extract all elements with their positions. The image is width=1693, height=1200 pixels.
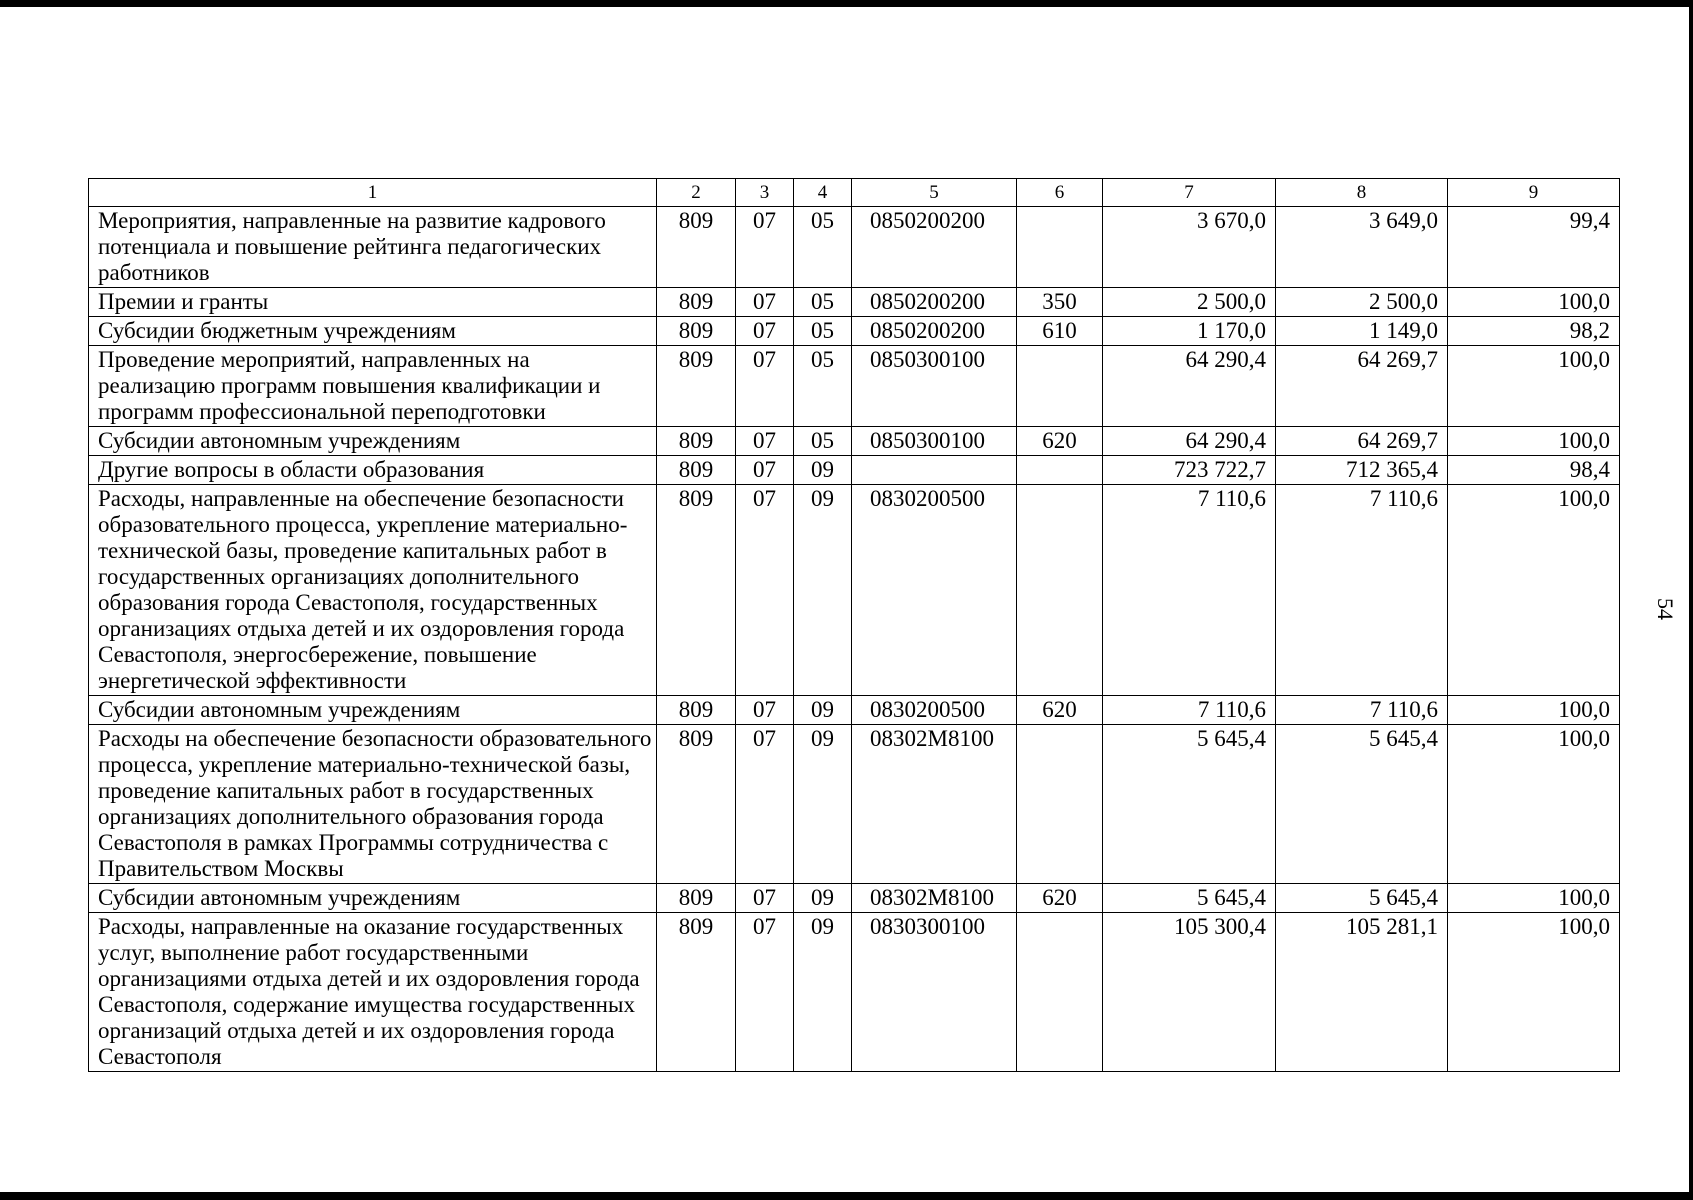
- expense-name-cell: Расходы на обеспечение безопасности образовательного процесса, укрепление материально-технической базы, проведение капитальных работ в государственных организациях дополнительного образования города Севастополя в рамках Программы сотрудничества с Правительством Москвы: [89, 725, 657, 884]
- approved-amount-cell: 1 170,0: [1103, 317, 1276, 346]
- approved-amount-cell: 64 290,4: [1103, 346, 1276, 427]
- column-header: 4: [794, 179, 852, 207]
- subsection-code-cell: 09: [794, 485, 852, 696]
- executed-amount-cell: 64 269,7: [1276, 427, 1448, 456]
- expense-type-code-cell: [1017, 207, 1103, 288]
- scan-border-right: [1689, 0, 1693, 1200]
- target-article-code-cell: 0830200500: [852, 696, 1017, 725]
- approved-amount-cell: 3 670,0: [1103, 207, 1276, 288]
- executed-amount-cell: 712 365,4: [1276, 456, 1448, 485]
- subsection-code-cell: 05: [794, 427, 852, 456]
- executed-amount-cell: 105 281,1: [1276, 913, 1448, 1072]
- subsection-code-cell: 05: [794, 288, 852, 317]
- section-code-cell: 07: [736, 485, 794, 696]
- scan-border-top: [0, 0, 1693, 7]
- execution-percent-cell: 100,0: [1448, 346, 1620, 427]
- execution-percent-cell: 100,0: [1448, 485, 1620, 696]
- ministry-code-cell: 809: [657, 485, 736, 696]
- ministry-code-cell: 809: [657, 913, 736, 1072]
- expense-type-code-cell: 610: [1017, 317, 1103, 346]
- execution-percent-cell: 99,4: [1448, 207, 1620, 288]
- execution-percent-cell: 98,4: [1448, 456, 1620, 485]
- expense-name-cell: Субсидии автономным учреждениям: [89, 884, 657, 913]
- target-article-code-cell: 08302М8100: [852, 725, 1017, 884]
- target-article-code-cell: 0850300100: [852, 427, 1017, 456]
- target-article-code-cell: 0850200200: [852, 317, 1017, 346]
- ministry-code-cell: 809: [657, 456, 736, 485]
- ministry-code-cell: 809: [657, 427, 736, 456]
- approved-amount-cell: 5 645,4: [1103, 725, 1276, 884]
- approved-amount-cell: 105 300,4: [1103, 913, 1276, 1072]
- expense-name-cell: Субсидии бюджетным учреждениям: [89, 317, 657, 346]
- subsection-code-cell: 09: [794, 884, 852, 913]
- execution-percent-cell: 100,0: [1448, 884, 1620, 913]
- table-row: [89, 485, 1620, 696]
- approved-amount-cell: 7 110,6: [1103, 485, 1276, 696]
- subsection-code-cell: 05: [794, 207, 852, 288]
- section-code-cell: 07: [736, 884, 794, 913]
- executed-amount-cell: 1 149,0: [1276, 317, 1448, 346]
- subsection-code-cell: 09: [794, 725, 852, 884]
- section-code-cell: 07: [736, 913, 794, 1072]
- subsection-code-cell: 09: [794, 913, 852, 1072]
- executed-amount-cell: 7 110,6: [1276, 485, 1448, 696]
- target-article-code-cell: 0850300100: [852, 346, 1017, 427]
- section-code-cell: 07: [736, 725, 794, 884]
- expense-name-cell: Расходы, направленные на оказание государственных услуг, выполнение работ государственными организациями отдыха детей и их оздоровления города Севастополя, содержание имущества государственных организаций отдыха детей и их оздоровления города Севастополя: [89, 913, 657, 1072]
- ministry-code-cell: 809: [657, 884, 736, 913]
- ministry-code-cell: 809: [657, 346, 736, 427]
- expense-name-cell: Премии и гранты: [89, 288, 657, 317]
- column-header: 1: [89, 179, 657, 207]
- table-row: [89, 725, 1620, 884]
- execution-percent-cell: 100,0: [1448, 913, 1620, 1072]
- executed-amount-cell: 3 649,0: [1276, 207, 1448, 288]
- ministry-code-cell: 809: [657, 725, 736, 884]
- column-header: 3: [736, 179, 794, 207]
- executed-amount-cell: 5 645,4: [1276, 884, 1448, 913]
- target-article-code-cell: 0830300100: [852, 913, 1017, 1072]
- expense-type-code-cell: [1017, 346, 1103, 427]
- section-code-cell: 07: [736, 207, 794, 288]
- expense-name-cell: Расходы, направленные на обеспечение безопасности образовательного процесса, укрепление материально-технической базы, проведение капитальных работ в государственных организациях дополнительного образования города Севастополя, государственных организациях отдыха детей и их оздоровления города Севастополя, энергосбережение, повышение энергетической эффективности: [89, 485, 657, 696]
- target-article-code-cell: 0830200500: [852, 485, 1017, 696]
- table-row: [89, 456, 1620, 485]
- section-code-cell: 07: [736, 427, 794, 456]
- expense-name-cell: Субсидии автономным учреждениям: [89, 427, 657, 456]
- approved-amount-cell: 723 722,7: [1103, 456, 1276, 485]
- subsection-code-cell: 09: [794, 456, 852, 485]
- table-row: [89, 288, 1620, 317]
- scan-border-bottom: [0, 1192, 1693, 1200]
- section-code-cell: 07: [736, 696, 794, 725]
- target-article-code-cell: [852, 456, 1017, 485]
- table-row: [89, 696, 1620, 725]
- approved-amount-cell: 7 110,6: [1103, 696, 1276, 725]
- execution-percent-cell: 100,0: [1448, 725, 1620, 884]
- column-header: 7: [1103, 179, 1276, 207]
- budget-execution-table: [88, 178, 1620, 1072]
- table-row: [89, 884, 1620, 913]
- expense-name-cell: Субсидии автономным учреждениям: [89, 696, 657, 725]
- executed-amount-cell: 5 645,4: [1276, 725, 1448, 884]
- section-code-cell: 07: [736, 317, 794, 346]
- expense-type-code-cell: 350: [1017, 288, 1103, 317]
- table-row: [89, 427, 1620, 456]
- table-header-row: [89, 179, 1620, 207]
- executed-amount-cell: 64 269,7: [1276, 346, 1448, 427]
- approved-amount-cell: 5 645,4: [1103, 884, 1276, 913]
- page-number: 54: [1653, 598, 1678, 620]
- column-header: 9: [1448, 179, 1620, 207]
- subsection-code-cell: 05: [794, 317, 852, 346]
- table-row: [89, 207, 1620, 288]
- expense-name-cell: Проведение мероприятий, направленных на реализацию программ повышения квалификации и программ профессиональной переподготовки: [89, 346, 657, 427]
- target-article-code-cell: 0850200200: [852, 207, 1017, 288]
- execution-percent-cell: 98,2: [1448, 317, 1620, 346]
- expense-type-code-cell: [1017, 725, 1103, 884]
- subsection-code-cell: 09: [794, 696, 852, 725]
- execution-percent-cell: 100,0: [1448, 427, 1620, 456]
- target-article-code-cell: 08302М8100: [852, 884, 1017, 913]
- expense-name-cell: Мероприятия, направленные на развитие кадрового потенциала и повышение рейтинга педагогических работников: [89, 207, 657, 288]
- expense-name-cell: Другие вопросы в области образования: [89, 456, 657, 485]
- column-header: 2: [657, 179, 736, 207]
- execution-percent-cell: 100,0: [1448, 288, 1620, 317]
- section-code-cell: 07: [736, 456, 794, 485]
- column-header: 8: [1276, 179, 1448, 207]
- ministry-code-cell: 809: [657, 317, 736, 346]
- executed-amount-cell: 2 500,0: [1276, 288, 1448, 317]
- ministry-code-cell: 809: [657, 696, 736, 725]
- expense-type-code-cell: [1017, 913, 1103, 1072]
- expense-type-code-cell: 620: [1017, 696, 1103, 725]
- target-article-code-cell: 0850200200: [852, 288, 1017, 317]
- approved-amount-cell: 2 500,0: [1103, 288, 1276, 317]
- approved-amount-cell: 64 290,4: [1103, 427, 1276, 456]
- column-header: 5: [852, 179, 1017, 207]
- section-code-cell: 07: [736, 346, 794, 427]
- section-code-cell: 07: [736, 288, 794, 317]
- expense-type-code-cell: 620: [1017, 884, 1103, 913]
- expense-type-code-cell: [1017, 456, 1103, 485]
- execution-percent-cell: 100,0: [1448, 696, 1620, 725]
- expense-type-code-cell: [1017, 485, 1103, 696]
- expense-type-code-cell: 620: [1017, 427, 1103, 456]
- table-row: [89, 913, 1620, 1072]
- executed-amount-cell: 7 110,6: [1276, 696, 1448, 725]
- ministry-code-cell: 809: [657, 207, 736, 288]
- table-row: [89, 346, 1620, 427]
- ministry-code-cell: 809: [657, 288, 736, 317]
- subsection-code-cell: 05: [794, 346, 852, 427]
- table-row: [89, 317, 1620, 346]
- column-header: 6: [1017, 179, 1103, 207]
